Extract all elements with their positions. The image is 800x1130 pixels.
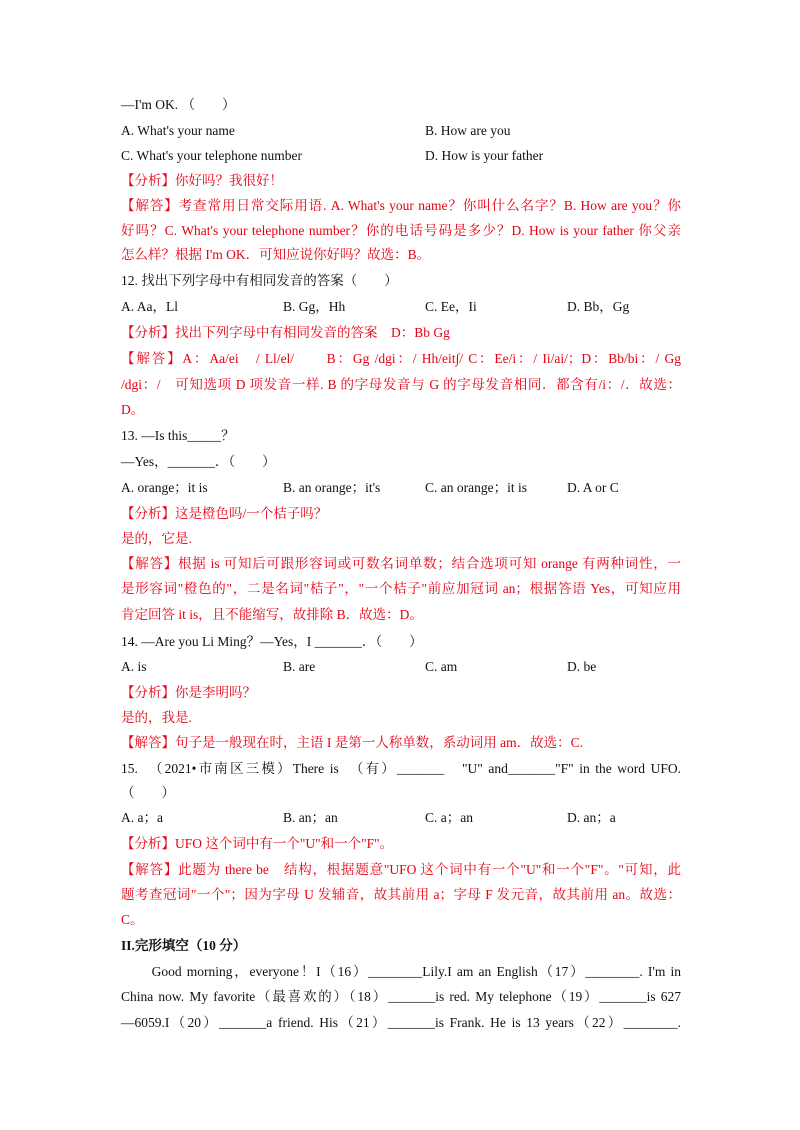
q14-analysis-line-2: 是的，我是. bbox=[121, 710, 192, 725]
q15-option-b: B. an；an bbox=[283, 810, 338, 825]
q15-solution-line-1: 【解答】此题为 there be 结构，根据题意"UFO 这个词中有一个"U"和一个"F"。"可知，此 bbox=[121, 862, 681, 877]
q14-solution: 【解答】句子是一般现在时，主语 I 是第一人称单数，系动词用 am．故选：C. bbox=[121, 735, 583, 750]
q13-analysis: 【分析】这是橙色吗/一个桔子吗？ bbox=[121, 506, 328, 521]
q15-question-line-1: 15. （2021•市南区三模）There is （有）_______ "U" and_______"F" in the word UFO. bbox=[121, 761, 681, 776]
q11-option-a: A. What's your name bbox=[121, 123, 235, 138]
cloze-passage-line-1: Good morning，everyone！I（16）________Lily.I am an English（17）________. I'm in bbox=[121, 964, 681, 979]
q12-question: 12. 找出下列字母中有相同发音的答案（ ） bbox=[121, 273, 398, 288]
q13-question-line-2: —Yes，_______．（ ） bbox=[121, 454, 276, 469]
q14-option-b: B. are bbox=[283, 659, 316, 674]
q12-option-c: C. Ee，Ii bbox=[425, 299, 477, 314]
q13-option-c: C. an orange；it is bbox=[425, 480, 527, 495]
q13-option-b: B. an orange；it's bbox=[283, 480, 381, 495]
q12-option-a: A. Aa，Ll bbox=[121, 299, 178, 314]
section-heading-cloze: II.完形填空（10 分） bbox=[121, 938, 247, 953]
q14-analysis: 【分析】你是李明吗？ bbox=[121, 685, 256, 700]
q15-option-c: C. a；an bbox=[425, 810, 473, 825]
q14-option-d: D. be bbox=[567, 659, 597, 674]
q11-solution-line-1: 【解答】考查常用日常交际用语. A. What's your name？你叫什么名字？B. How are you？你 bbox=[121, 198, 681, 213]
q15-question-line-2: （ ） bbox=[121, 785, 175, 800]
q15-solution-line-3: C。 bbox=[121, 912, 144, 927]
q15-option-d: D. an；a bbox=[567, 810, 616, 825]
q11-option-c: C. What's your telephone number bbox=[121, 148, 303, 163]
q12-solution-line-2: /dgi：/ 可知选项 D 项发音一样. B 的字母发音与 G 的字母发音相同．都含有/i：/．故选： bbox=[121, 377, 681, 392]
q12-option-d: D. Bb，Gg bbox=[567, 299, 630, 314]
q14-option-c: C. am bbox=[425, 659, 458, 674]
q13-analysis-line-2: 是的，它是. bbox=[121, 531, 192, 546]
q13-solution-line-3: 肯定回答 it is，且不能缩写，故排除 B．故选：D。 bbox=[121, 607, 423, 622]
q12-solution-line-1: 【解答】A：Aa/ei / Ll/el/ B：Gg /dgi：/ Hh/eit∫/ C：Ee/i：/ Ii/ai/；D：Bb/bi：/ Gg bbox=[121, 351, 681, 366]
q14-option-a: A. is bbox=[121, 659, 147, 674]
q13-question-line-1: 13. —Is this_____？ bbox=[121, 428, 235, 443]
cloze-passage-line-3: —6059.I（20）_______a friend. His（21）_______is Frank. He is 13 years（22）________. bbox=[121, 1015, 681, 1030]
q13-option-a: A. orange；it is bbox=[121, 480, 208, 495]
q11-answer-line: —I'm OK. （ ） bbox=[121, 97, 236, 112]
q15-analysis: 【分析】UFO 这个词中有一个"U"和一个"F"。 bbox=[121, 836, 394, 851]
q13-option-d: D. A or C bbox=[567, 480, 619, 495]
q11-solution-line-2: 好吗？C. What's your telephone number？你的电话号码是多少？D. How is your father 你父亲 bbox=[121, 223, 681, 238]
q15-solution-line-2: 题考查冠词"一个"；因为字母 U 发辅音，故其前用 a；字母 F 发元音，故其前用 an。故选： bbox=[121, 887, 681, 902]
q12-option-b: B. Gg，Hh bbox=[283, 299, 346, 314]
q11-analysis: 【分析】你好吗？我很好！ bbox=[121, 173, 283, 188]
q15-option-a: A. a；a bbox=[121, 810, 163, 825]
q12-solution-line-3: D。 bbox=[121, 402, 145, 417]
q12-analysis: 【分析】找出下列字母中有相同发音的答案 D：Bb Gg bbox=[121, 325, 450, 340]
q11-option-d: D. How is your father bbox=[425, 148, 544, 163]
q13-solution-line-2: 是形容词"橙色的"，二是名词"桔子"，"一个桔子"前应加冠词 an；根据答语 Yes，可知应用 bbox=[121, 581, 681, 596]
cloze-passage-line-2: China now. My favorite（最喜欢的）（18）_______is red. My telephone（19）_______is 627 bbox=[121, 989, 681, 1004]
q14-question: 14. —Are you Li Ming？—Yes，I _______．（ ） bbox=[121, 634, 423, 649]
q11-solution-line-3: 怎么样？根据 I'm OK．可知应说你好吗？故选：B。 bbox=[121, 247, 431, 262]
q11-option-b: B. How are you bbox=[425, 123, 511, 138]
q13-solution-line-1: 【解答】根据 is 可知后可跟形容词或可数名词单数；结合选项可知 orange 有两种词性，一 bbox=[121, 556, 681, 571]
